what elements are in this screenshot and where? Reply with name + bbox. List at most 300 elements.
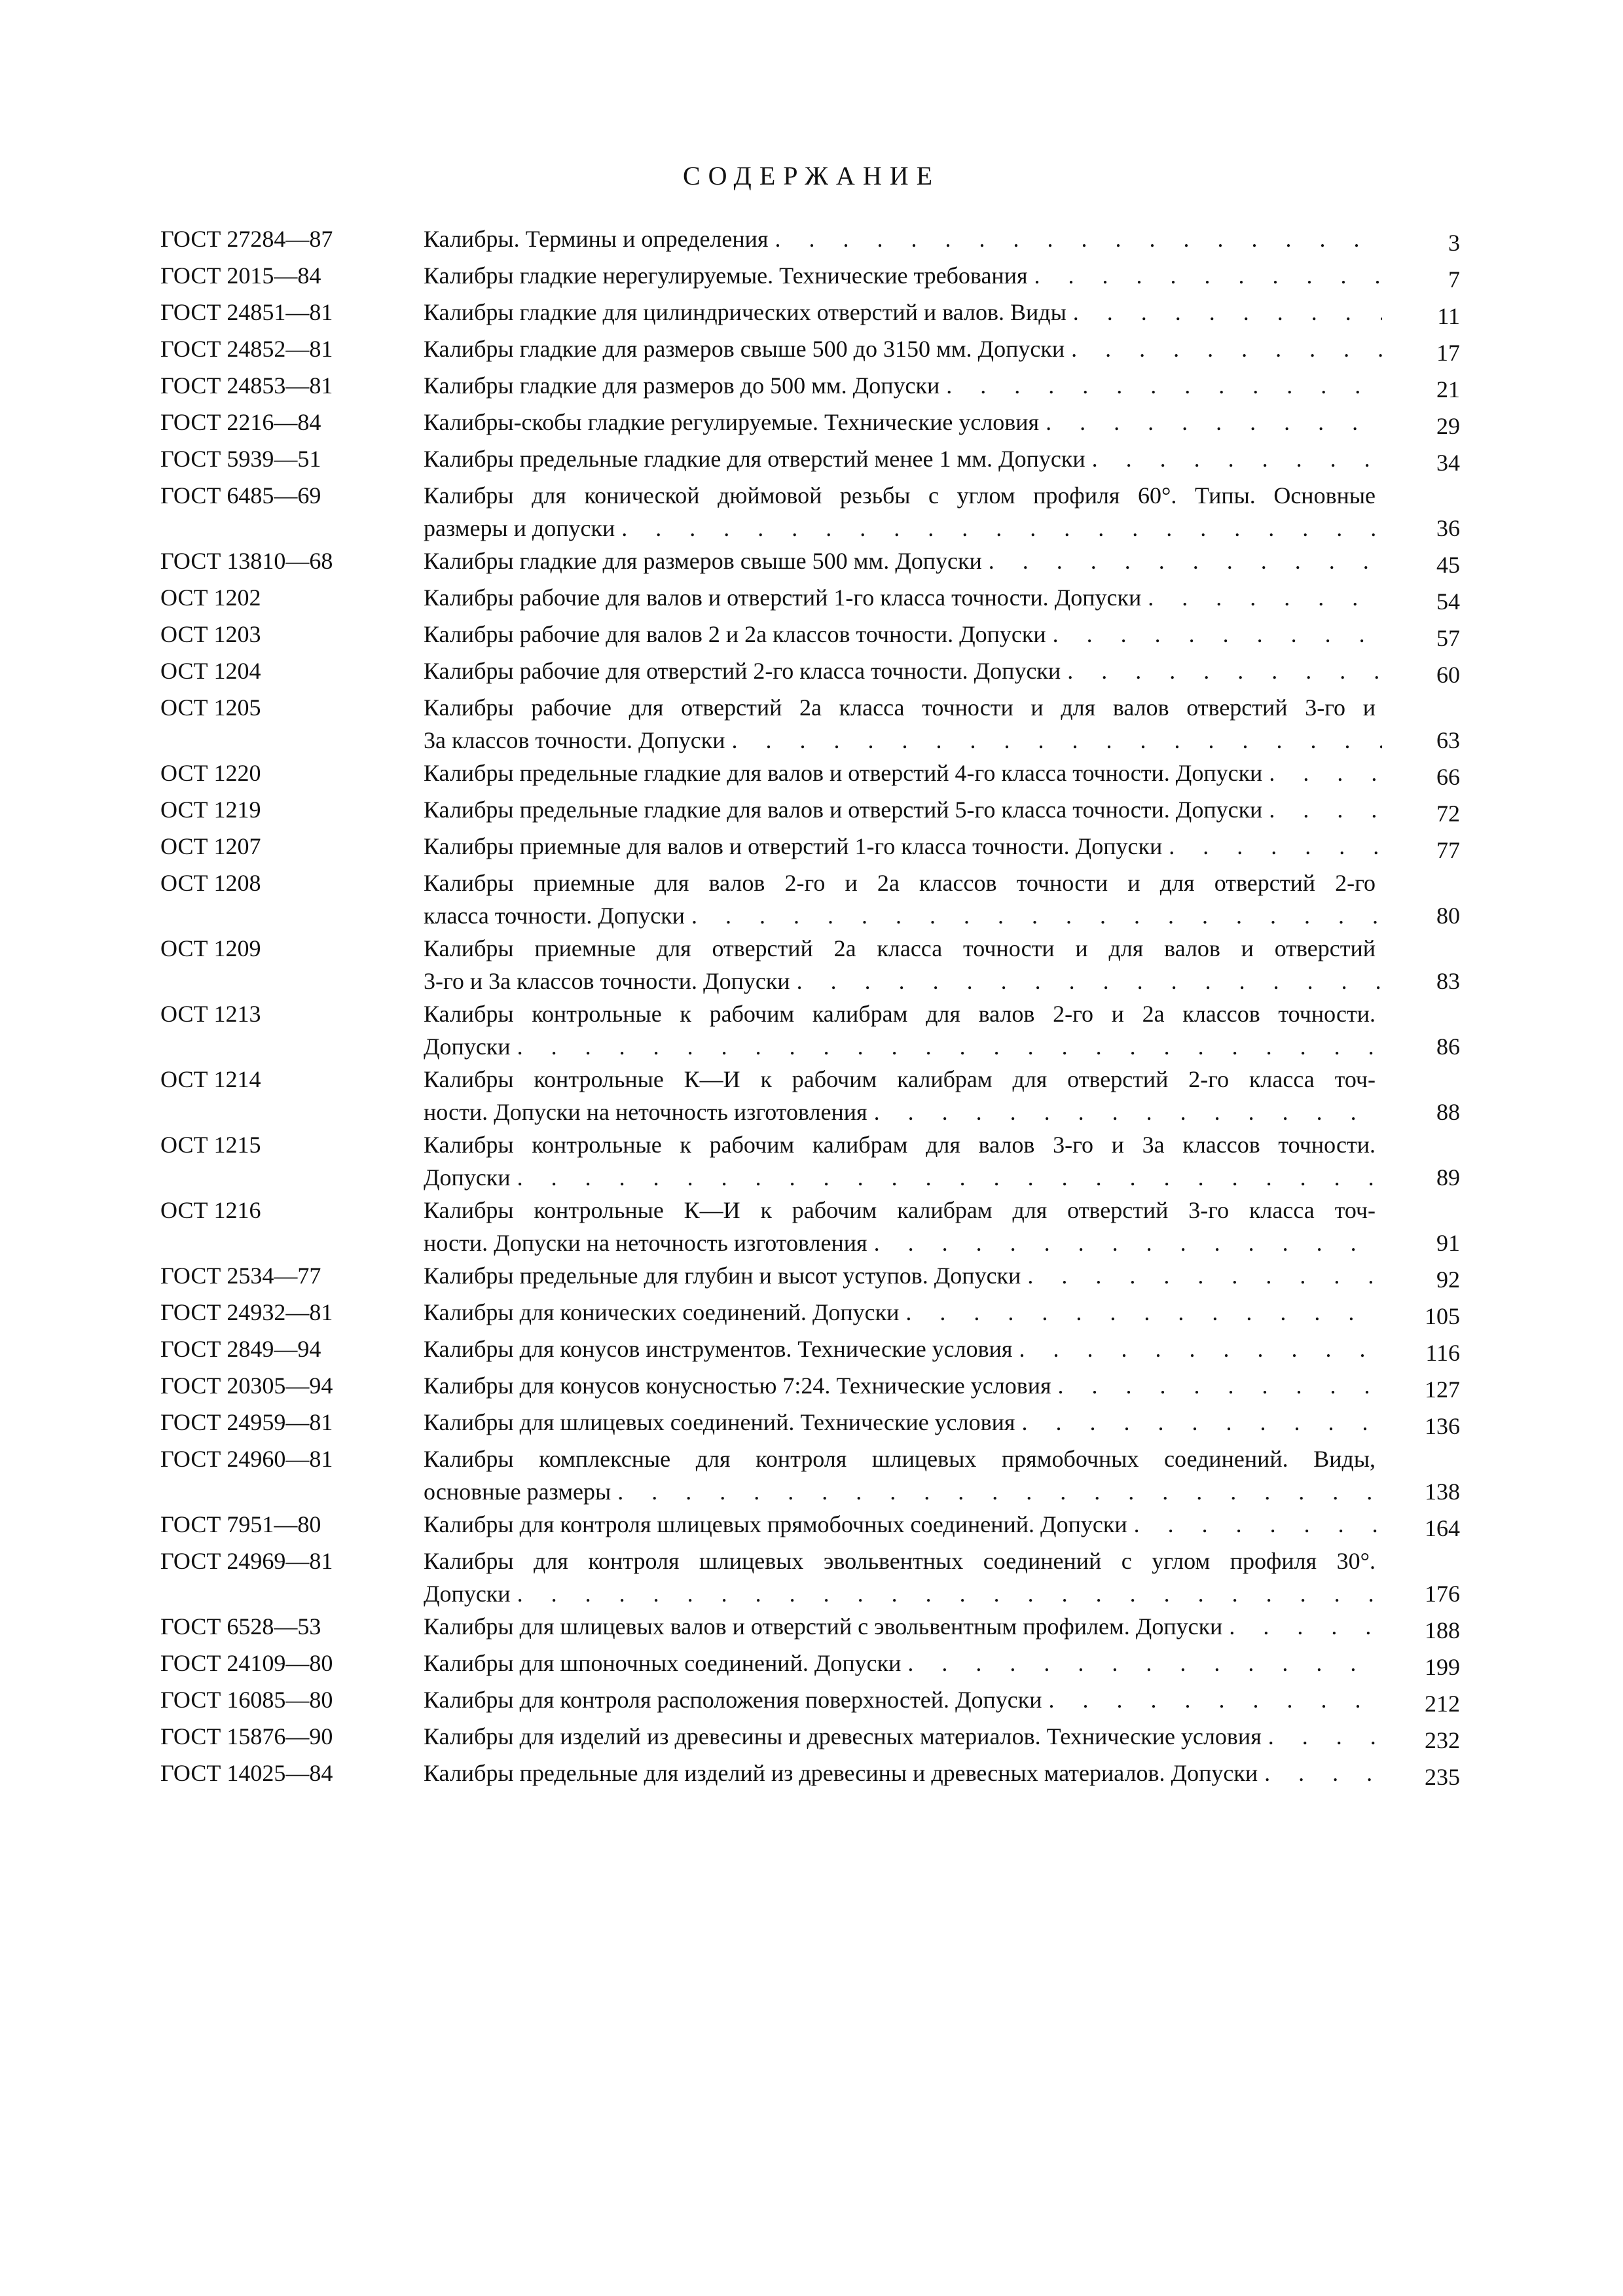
toc-entry — [160, 296, 1460, 332]
entry-title-line — [424, 296, 1382, 329]
standard-code: ГОСТ 24852—81 — [160, 336, 333, 362]
page-number-text: 60 — [1436, 662, 1460, 688]
entry-title — [424, 259, 1382, 296]
entry-title — [424, 830, 1382, 867]
standard-code: ОСТ 1220 — [160, 760, 261, 786]
page-number-text: 77 — [1436, 837, 1460, 863]
entry-title — [424, 581, 1382, 618]
toc-entry — [160, 369, 1460, 406]
page-number-text: 89 — [1436, 1164, 1460, 1191]
page-number — [1382, 259, 1460, 296]
entry-title-line — [424, 1296, 1382, 1329]
standard-code: ГОСТ 5939—51 — [160, 446, 321, 472]
entry-title-line — [424, 259, 1382, 292]
page-number-text: 7 — [1448, 266, 1460, 293]
page-number-text: 66 — [1436, 764, 1460, 790]
entry-title-text: Калибры рабочие для валов и отверстий 1-го класса точности. Допуски — [424, 584, 1142, 611]
page-number-text: 86 — [1436, 1033, 1460, 1060]
page-number-text: 116 — [1425, 1340, 1460, 1366]
entry-title-text: Калибры контрольные К—И к рабочим калибрам для отверстий 2-го класса точ- — [424, 1066, 1376, 1092]
toc-entry — [160, 581, 1460, 618]
entry-title-text: Калибры приемные для валов 2-го и 2а классов точности и для отверстий 2-го — [424, 870, 1376, 896]
standard-code: ОСТ 1207 — [160, 833, 261, 859]
dot-leader — [1148, 581, 1382, 614]
page-number-text: 212 — [1425, 1691, 1460, 1717]
entry-title — [424, 1333, 1382, 1369]
entry-title-line — [424, 830, 1382, 863]
dot-leader — [517, 1161, 1382, 1194]
entry-title-text: Калибры рабочие для отверстий 2-го класса точности. Допуски — [424, 658, 1061, 684]
entry-title-text: ности. Допуски на неточность изготовления — [424, 1230, 867, 1256]
page-number-text: 235 — [1425, 1764, 1460, 1790]
entry-title — [424, 1128, 1382, 1194]
entry-title-line — [424, 1647, 1382, 1679]
standard-code: ОСТ 1215 — [160, 1132, 261, 1158]
entry-title-text: Калибры приемные для отверстий 2а класса точности и для валов и отверстий — [424, 935, 1376, 961]
entry-title-line — [424, 1333, 1382, 1365]
entry-title-line — [424, 1508, 1382, 1541]
standard-code: ОСТ 1203 — [160, 621, 261, 647]
page-number — [1382, 1128, 1460, 1194]
entry-title — [424, 932, 1382, 997]
entry-title — [424, 1194, 1382, 1259]
entry-title — [424, 332, 1382, 369]
dot-leader — [946, 369, 1382, 402]
standard-code: ГОСТ 24960—81 — [160, 1446, 333, 1472]
page-number — [1382, 479, 1460, 545]
entry-title-line — [424, 691, 1382, 724]
entry-title — [424, 223, 1382, 259]
toc-entry — [160, 1443, 1460, 1508]
entry-title — [424, 545, 1382, 581]
entry-title — [424, 296, 1382, 332]
entry-title-line — [424, 867, 1382, 899]
toc-entry — [160, 1610, 1460, 1647]
standard-code: ГОСТ 24853—81 — [160, 372, 333, 399]
standard-code: ГОСТ 24932—81 — [160, 1299, 333, 1325]
dot-leader — [1071, 332, 1382, 365]
dot-leader — [1092, 442, 1382, 475]
dot-leader — [1269, 757, 1382, 789]
page-number — [1382, 1194, 1460, 1259]
standard-code: ГОСТ 7951—80 — [160, 1511, 321, 1537]
dot-leader — [1067, 655, 1382, 687]
dot-leader — [874, 1096, 1382, 1128]
entry-title-line — [424, 1161, 1382, 1194]
toc-entry — [160, 332, 1460, 369]
entry-title — [424, 655, 1382, 691]
toc-entry — [160, 793, 1460, 830]
entry-title-line — [424, 757, 1382, 789]
page-number — [1382, 1443, 1460, 1508]
entry-title — [424, 1720, 1382, 1757]
dot-leader — [1019, 1333, 1382, 1365]
page-number — [1382, 997, 1460, 1063]
dot-leader — [1269, 793, 1382, 826]
dot-leader — [517, 1577, 1382, 1610]
dot-leader — [1046, 406, 1382, 439]
toc-entry — [160, 1757, 1460, 1793]
page-number-text: 83 — [1436, 968, 1460, 994]
entry-title — [424, 691, 1382, 757]
toc-entry — [160, 259, 1460, 296]
entry-title — [424, 757, 1382, 793]
dot-leader — [1021, 1406, 1382, 1439]
entry-title-text: Калибры предельные для изделий из древесины и древесных материалов. Допуски — [424, 1760, 1258, 1786]
page-number-text: 136 — [1425, 1413, 1460, 1439]
page-number — [1382, 581, 1460, 618]
toc-entry — [160, 1063, 1460, 1128]
entry-title-line — [424, 965, 1382, 997]
page-number — [1382, 369, 1460, 406]
page-number — [1382, 1369, 1460, 1406]
standard-code: ОСТ 1216 — [160, 1197, 261, 1223]
page-number-text: 199 — [1425, 1654, 1460, 1680]
standard-code: ГОСТ 13810—68 — [160, 548, 333, 574]
page-number-text: 54 — [1436, 588, 1460, 615]
toc-entry — [160, 757, 1460, 793]
page-number — [1382, 442, 1460, 479]
entry-title-text: Калибры предельные гладкие для отверстий менее 1 мм. Допуски — [424, 446, 1085, 472]
dot-leader — [732, 724, 1383, 757]
entry-title-line — [424, 1720, 1382, 1753]
toc-entry — [160, 1296, 1460, 1333]
dot-leader — [1169, 830, 1382, 863]
toc-entry — [160, 932, 1460, 997]
page-number — [1382, 867, 1460, 932]
page-number — [1382, 1406, 1460, 1443]
entry-title-text: Калибры для конусов конусностью 7:24. Технические условия — [424, 1372, 1051, 1399]
standard-code: ОСТ 1209 — [160, 935, 261, 961]
entry-title-text: 3-го и 3а классов точности. Допуски — [424, 968, 790, 994]
page-number-text: 80 — [1436, 903, 1460, 929]
toc-entry — [160, 1333, 1460, 1369]
entry-title-line — [424, 581, 1382, 614]
page-number-text: 164 — [1425, 1515, 1460, 1541]
toc-entry — [160, 1194, 1460, 1259]
standard-code: ОСТ 1204 — [160, 658, 261, 684]
entry-title-line — [424, 1757, 1382, 1789]
page-number — [1382, 793, 1460, 830]
toc-entry — [160, 479, 1460, 545]
standard-code: ГОСТ 15876—90 — [160, 1723, 333, 1749]
standard-code: ГОСТ 2849—94 — [160, 1336, 321, 1362]
dot-leader — [907, 1647, 1382, 1679]
page-number-text: 57 — [1436, 625, 1460, 651]
entry-title-text: Калибры предельные для глубин и высот уступов. Допуски — [424, 1263, 1021, 1289]
entry-title-text: Калибры для контроля расположения поверхностей. Допуски — [424, 1687, 1042, 1713]
toc-entry — [160, 997, 1460, 1063]
page-number — [1382, 1259, 1460, 1296]
entry-title-text: Калибры предельные гладкие для валов и отверстий 4-го класса точности. Допуски — [424, 760, 1263, 786]
entry-title-text: Калибры контрольные к рабочим калибрам для валов 2-го и 2а классов точности. — [424, 1001, 1376, 1027]
page-number-text: 105 — [1425, 1303, 1460, 1329]
entry-title-line — [424, 899, 1382, 932]
entry-title-text: Калибры гладкие для размеров до 500 мм. Допуски — [424, 372, 940, 399]
toc-entry — [160, 406, 1460, 442]
dot-leader — [617, 1475, 1382, 1508]
entry-title-line — [424, 223, 1382, 255]
entry-title-text: Калибры приемные для валов и отверстий 1-го класса точности. Допуски — [424, 833, 1163, 859]
page-number — [1382, 830, 1460, 867]
standard-code: ОСТ 1219 — [160, 797, 261, 823]
page-number-text: 91 — [1436, 1230, 1460, 1256]
entry-title-text: Калибры для шлицевых соединений. Технические условия — [424, 1409, 1015, 1435]
toc-entry — [160, 830, 1460, 867]
dot-leader — [517, 1030, 1382, 1063]
entry-title-text: Калибры предельные гладкие для валов и отверстий 5-го класса точности. Допуски — [424, 797, 1263, 823]
toc-entry — [160, 1128, 1460, 1194]
page-number-text: 17 — [1436, 340, 1460, 366]
entry-title-line — [424, 1369, 1382, 1402]
entry-title-line — [424, 545, 1382, 577]
page-number — [1382, 545, 1460, 581]
entry-title-text: Калибры комплексные для контроля шлицевых прямобочных соединений. Виды, — [424, 1446, 1376, 1472]
dot-leader — [775, 223, 1382, 255]
entry-title-line — [424, 1577, 1382, 1610]
entry-title — [424, 867, 1382, 932]
page-number — [1382, 655, 1460, 691]
standard-code: ОСТ 1208 — [160, 870, 261, 896]
entry-title — [424, 1406, 1382, 1443]
toc-entry — [160, 1545, 1460, 1610]
entry-title-line — [424, 1683, 1382, 1716]
standard-code: ГОСТ 2015—84 — [160, 262, 321, 289]
page-number-text: 88 — [1436, 1099, 1460, 1125]
toc-entry — [160, 1369, 1460, 1406]
page-number — [1382, 1647, 1460, 1683]
standard-code: ГОСТ 24109—80 — [160, 1650, 333, 1676]
standard-code: ГОСТ 14025—84 — [160, 1760, 333, 1786]
page-number — [1382, 691, 1460, 757]
entry-title-text: Калибры для изделий из древесины и древесных материалов. Технические условия — [424, 1723, 1262, 1749]
page-number — [1382, 757, 1460, 793]
page-number-text: 3 — [1448, 230, 1460, 256]
dot-leader — [1268, 1720, 1382, 1753]
entry-title-text: Калибры контрольные К—И к рабочим калибрам для отверстий 3-го класса точ- — [424, 1197, 1376, 1223]
entry-title — [424, 1545, 1382, 1610]
entry-title-line — [424, 1610, 1382, 1643]
entry-title-line — [424, 1227, 1382, 1259]
page-number — [1382, 1333, 1460, 1369]
standard-code: ГОСТ 2216—84 — [160, 409, 321, 435]
entry-title-line — [424, 655, 1382, 687]
entry-title-line — [424, 1030, 1382, 1063]
page-number — [1382, 406, 1460, 442]
toc-entry — [160, 1647, 1460, 1683]
dot-leader — [1229, 1610, 1382, 1643]
dot-leader — [989, 545, 1382, 577]
entry-title-text: Калибры для контроля шлицевых прямобочных соединений. Допуски — [424, 1511, 1127, 1537]
entry-title-text: Калибры гладкие для размеров свыше 500 мм. Допуски — [424, 548, 982, 574]
entry-title — [424, 1259, 1382, 1296]
entry-title-line — [424, 1128, 1382, 1161]
standard-code: ГОСТ 27284—87 — [160, 226, 333, 252]
page-number — [1382, 1610, 1460, 1647]
dot-leader — [691, 899, 1382, 932]
dot-leader — [1034, 259, 1382, 292]
entry-title — [424, 1610, 1382, 1647]
page-number — [1382, 1720, 1460, 1757]
entry-title-text: Допуски — [424, 1164, 511, 1191]
dot-leader — [1058, 1369, 1382, 1402]
toc-entry — [160, 1508, 1460, 1545]
entry-title-line — [424, 1096, 1382, 1128]
toc-entry — [160, 1406, 1460, 1443]
toc-entry — [160, 1259, 1460, 1296]
page-number-text: 21 — [1436, 376, 1460, 403]
entry-title-line — [424, 1259, 1382, 1292]
page-number-text: 232 — [1425, 1727, 1460, 1753]
contents-heading: СОДЕРЖАНИЕ — [682, 161, 941, 190]
dot-leader — [1049, 1683, 1382, 1716]
page-number-text: 188 — [1425, 1617, 1460, 1643]
entry-title-line — [424, 997, 1382, 1030]
entry-title-text: размеры и допуски — [424, 515, 615, 541]
entry-title-line — [424, 369, 1382, 402]
dot-leader — [1053, 618, 1382, 651]
page-number — [1382, 223, 1460, 259]
entry-title — [424, 1683, 1382, 1720]
standard-code: ГОСТ 24851—81 — [160, 299, 333, 325]
entry-title — [424, 406, 1382, 442]
entry-title — [424, 1443, 1382, 1508]
entry-title-line — [424, 1475, 1382, 1508]
entry-title-text: Калибры-скобы гладкие регулируемые. Технические условия — [424, 409, 1040, 435]
dot-leader — [1264, 1757, 1382, 1789]
entry-title — [424, 479, 1382, 545]
entry-title — [424, 1647, 1382, 1683]
page-number — [1382, 332, 1460, 369]
toc-entry — [160, 223, 1460, 259]
entry-title-line — [424, 1443, 1382, 1475]
entry-title-line — [424, 442, 1382, 475]
page-number-text: 176 — [1425, 1581, 1460, 1607]
page-number — [1382, 1296, 1460, 1333]
dot-leader — [621, 512, 1382, 545]
entry-title-text: Допуски — [424, 1581, 511, 1607]
entry-title — [424, 618, 1382, 655]
entry-title-line — [424, 332, 1382, 365]
standard-code: ГОСТ 24969—81 — [160, 1548, 333, 1574]
entry-title — [424, 793, 1382, 830]
entry-title — [424, 1757, 1382, 1793]
entry-title-line — [424, 1063, 1382, 1096]
entry-title-text: Калибры рабочие для валов 2 и 2а классов точности. Допуски — [424, 621, 1046, 647]
page-number-text: 127 — [1425, 1376, 1460, 1403]
entry-title-line — [424, 1194, 1382, 1227]
entry-title-text: Калибры. Термины и определения — [424, 226, 769, 252]
entry-title-text: Допуски — [424, 1033, 511, 1060]
entry-title-line — [424, 932, 1382, 965]
standard-code: ОСТ 1213 — [160, 1001, 261, 1027]
entry-title-text: Калибры для конусов инструментов. Технические условия — [424, 1336, 1013, 1362]
dot-leader — [905, 1296, 1382, 1329]
standard-code: ГОСТ 2534—77 — [160, 1263, 321, 1289]
page-number — [1382, 1063, 1460, 1128]
entry-title-text: Калибры гладкие для размеров свыше 500 до 3150 мм. Допуски — [424, 336, 1065, 362]
page-number-text: 11 — [1437, 303, 1460, 329]
entry-title-text: Калибры для контроля шлицевых эвольвентных соединений с углом профиля 30°. — [424, 1548, 1376, 1574]
entry-title-text: Калибры гладкие нерегулируемые. Технические требования — [424, 262, 1028, 289]
standard-code: ГОСТ 24959—81 — [160, 1409, 333, 1435]
page-number-text: 92 — [1436, 1266, 1460, 1293]
entry-title-line — [424, 618, 1382, 651]
standard-code: ОСТ 1214 — [160, 1066, 261, 1092]
toc-entry — [160, 442, 1460, 479]
page-number-text: 45 — [1436, 552, 1460, 578]
dot-leader — [1027, 1259, 1382, 1292]
entry-title-line — [424, 1545, 1382, 1577]
toc-entry — [160, 1720, 1460, 1757]
toc-entry — [160, 655, 1460, 691]
dot-leader — [797, 965, 1382, 997]
entry-title-text: Калибры гладкие для цилиндрических отверстий и валов. Виды — [424, 299, 1067, 325]
entry-title-line — [424, 724, 1382, 757]
toc-entry — [160, 618, 1460, 655]
page-number-text: 36 — [1436, 515, 1460, 541]
entry-title — [424, 1296, 1382, 1333]
entry-title-text: 3а классов точности. Допуски — [424, 727, 725, 753]
entry-title-text: Калибры контрольные к рабочим калибрам для валов 3-го и 3а классов точности. — [424, 1132, 1376, 1158]
dot-leader — [1134, 1508, 1382, 1541]
entry-title-text: Калибры для шлицевых валов и отверстий с эвольвентным профилем. Допуски — [424, 1613, 1223, 1640]
toc-entry — [160, 691, 1460, 757]
entry-title-text: Калибры для шпоночных соединений. Допуски — [424, 1650, 902, 1676]
page-number — [1382, 618, 1460, 655]
entry-title — [424, 1063, 1382, 1128]
toc-entry — [160, 867, 1460, 932]
toc-entry — [160, 545, 1460, 581]
page-number-text: 63 — [1436, 727, 1460, 753]
page-number — [1382, 1508, 1460, 1545]
entry-title — [424, 442, 1382, 479]
page-number-text: 72 — [1436, 800, 1460, 827]
entry-title — [424, 997, 1382, 1063]
page-number — [1382, 932, 1460, 997]
standard-code: ГОСТ 6485—69 — [160, 482, 321, 509]
entry-title-text: Калибры для конических соединений. Допуски — [424, 1299, 900, 1325]
page-number — [1382, 296, 1460, 332]
page-number-text: 29 — [1436, 413, 1460, 439]
entry-title-line — [424, 1406, 1382, 1439]
standard-code: ГОСТ 20305—94 — [160, 1372, 333, 1399]
table-of-contents — [160, 223, 1460, 1793]
page-number-text: 138 — [1425, 1479, 1460, 1505]
standard-code: ГОСТ 6528—53 — [160, 1613, 321, 1640]
standard-code: ОСТ 1205 — [160, 694, 261, 721]
entry-title-line — [424, 512, 1382, 545]
standard-code: ГОСТ 16085—80 — [160, 1687, 333, 1713]
entry-title — [424, 1508, 1382, 1545]
dot-leader — [874, 1227, 1382, 1259]
entry-title — [424, 369, 1382, 406]
entry-title-text: основные размеры — [424, 1479, 611, 1505]
entry-title — [424, 1369, 1382, 1406]
entry-title-line — [424, 793, 1382, 826]
page-number-text: 34 — [1436, 450, 1460, 476]
toc-entry — [160, 1683, 1460, 1720]
standard-code: ОСТ 1202 — [160, 584, 261, 611]
entry-title-line — [424, 406, 1382, 439]
page-number — [1382, 1757, 1460, 1793]
entry-title-text: ности. Допуски на неточность изготовления — [424, 1099, 867, 1125]
page-number — [1382, 1683, 1460, 1720]
entry-title-line — [424, 479, 1382, 512]
entry-title-text: класса точности. Допуски — [424, 903, 685, 929]
page-number — [1382, 1545, 1460, 1610]
entry-title-text: Калибры для конической дюймовой резьбы с углом профиля 60°. Типы. Основные — [424, 482, 1376, 509]
